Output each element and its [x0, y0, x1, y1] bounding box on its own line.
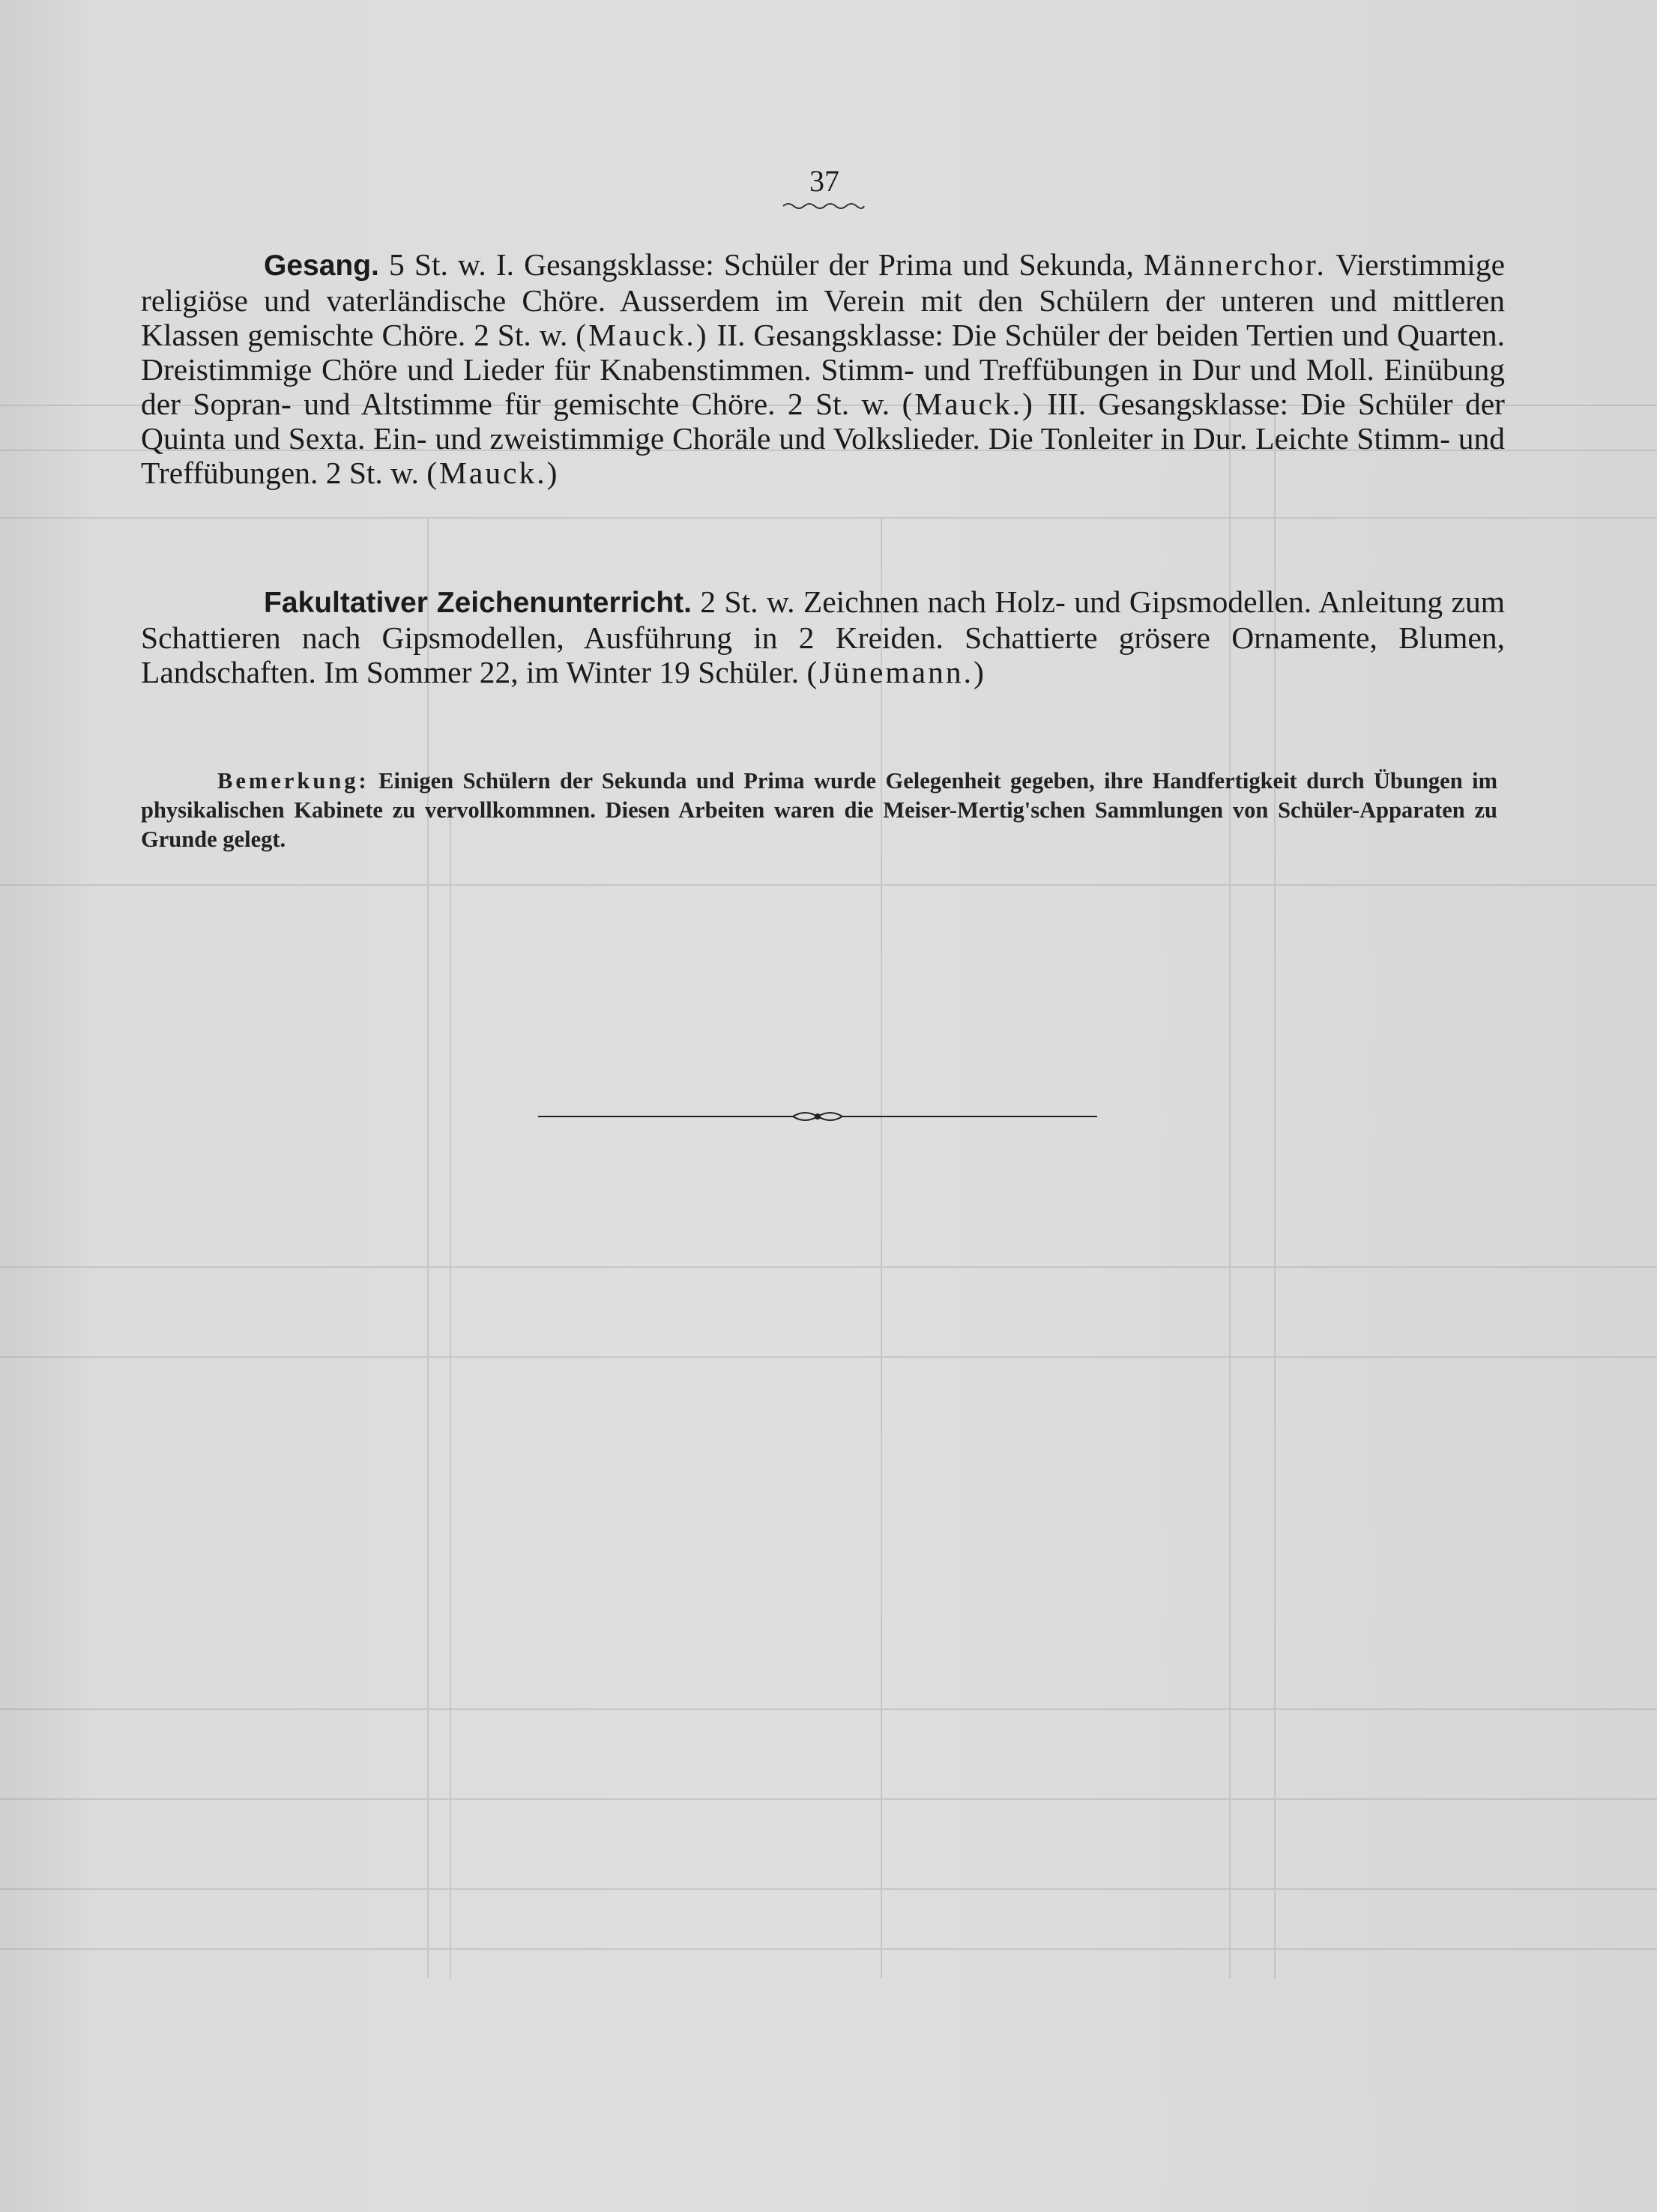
gesang-teacher-2: (Mauck.) [902, 387, 1035, 421]
section-heading-gesang: Gesang. [264, 250, 379, 282]
page-number-ornament [782, 201, 866, 211]
gesang-teacher-1: (Mauck.) [576, 318, 709, 352]
section-gesang [141, 247, 1505, 490]
zeichnen-text: 2 St. w. Zeichnen nach Holz- und Gipsmodellen. Anleitung zum Schattieren nach Gipsmodellen, Ausführung in 2 Kreiden. Schattierte grösere Ornamente, Blumen, Landschaften. Im Sommer 22, im Winter 19 Schüler. [141, 584, 1505, 689]
gesang-text-1: 5 St. w. I. Gesangsklasse: Schüler der Prima und Sekunda, [389, 247, 1134, 282]
bemerkung-note [141, 767, 1497, 854]
gesang-text-2: Vierstimmige religiöse und vaterländische Chöre. Ausserdem im Verein mit den Schülern der unteren und mittleren Klassen gemischte Chöre. 2 St. w. [141, 247, 1505, 352]
gesang-text-4: III. Gesangsklasse: Die Schüler der Quinta und Sexta. Ein- und zweistimmige Choräle und Volkslieder. Die Tonleiter in Dur. Leichte Stimm- und Treffübungen. 2 St. w. [141, 387, 1505, 490]
section-zeichnen [141, 584, 1505, 689]
gesang-text-3: II. Gesangsklasse: Die Schüler der beiden Tertien und Quarten. Dreistimmige Chöre und Lieder für Knabenstimmen. Stimm- und Treffübungen in Dur und Moll. Einübung der Sopran- und Altstimme für gemischte Chöre. 2 St. w. [141, 318, 1506, 421]
section-heading-zeichnen: Fakultativer Zeichenunterricht. [264, 587, 692, 619]
gesang-teacher-3: (Mauck.) [426, 456, 560, 490]
bemerkung-text: Einigen Schülern der Sekunda und Prima wurde Gelegenheit gegeben, ihre Handfertigkeit durch Übungen im physikalischen Kabinete zu vervollkommnen. Diesen Arbeiten waren die Meiser-Mertig'schen Sammlungen von Schüler-Apparaten zu Grunde gelegt. [141, 768, 1497, 852]
ornamental-divider [538, 1107, 1097, 1125]
page-number: 37 [809, 164, 839, 198]
bemerkung-label: Bemerkung: [217, 768, 369, 794]
zeichnen-teacher: (Jünemann.) [806, 655, 986, 689]
gesang-maennerchor: Männerchor. [1144, 247, 1326, 282]
